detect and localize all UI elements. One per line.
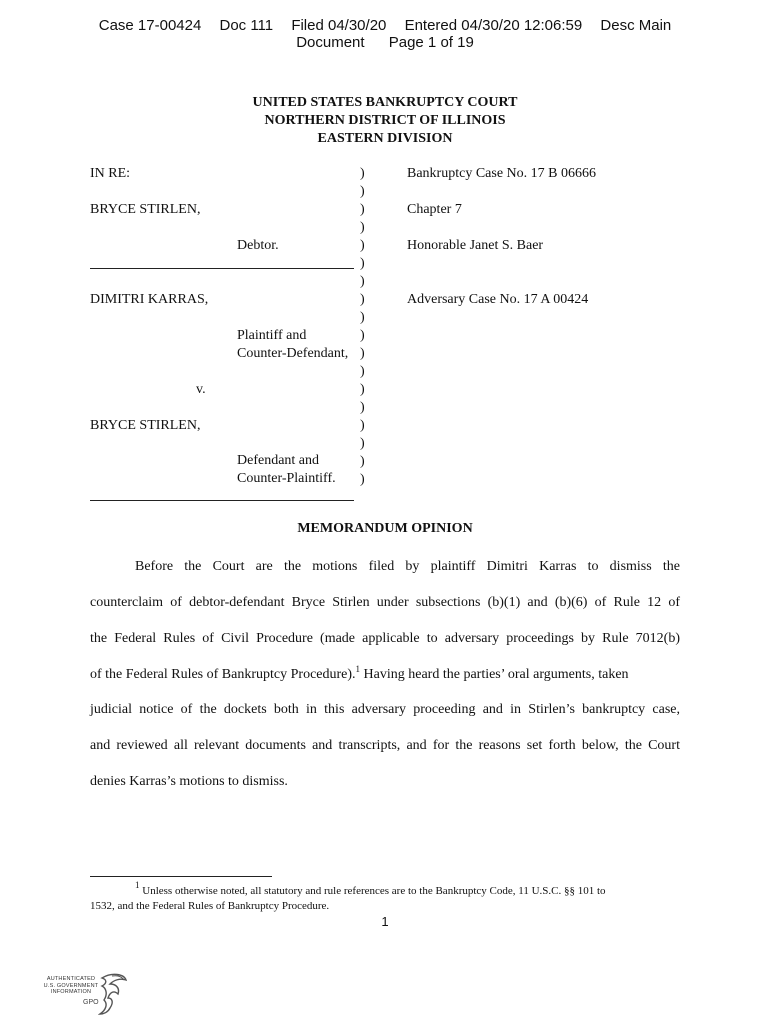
in-re-label: IN RE: bbox=[90, 166, 131, 181]
paren: ) bbox=[360, 364, 365, 379]
paren: ) bbox=[360, 436, 365, 451]
paren: ) bbox=[360, 292, 365, 307]
footnote-reference[interactable]: 1 bbox=[355, 664, 361, 674]
judge-name: Honorable Janet S. Baer bbox=[407, 238, 544, 253]
seal-line: INFORMATION bbox=[50, 989, 92, 995]
adversary-case-number: Adversary Case No. 17 A 00424 bbox=[407, 292, 589, 307]
body-line-with-footnote bbox=[90, 666, 680, 684]
entered-date: Entered 04/30/20 12:06:59 bbox=[404, 17, 583, 34]
versus-label: v. bbox=[196, 382, 206, 397]
paren: ) bbox=[360, 454, 365, 469]
eagle-icon bbox=[98, 972, 128, 1016]
desc-label: Desc Main bbox=[600, 17, 672, 34]
debtor-name: BRYCE STIRLEN, bbox=[90, 202, 201, 217]
footnote-line bbox=[135, 880, 680, 899]
paren: ) bbox=[360, 346, 365, 361]
plaintiff-role-1: Plaintiff and bbox=[237, 328, 307, 343]
page-number: 1 bbox=[381, 914, 389, 929]
body-text: Having heard the parties’ oral arguments, taken bbox=[360, 667, 629, 682]
paren: ) bbox=[360, 184, 365, 199]
paren: ) bbox=[360, 256, 365, 271]
footnote-number: 1 bbox=[135, 880, 140, 890]
paren: ) bbox=[360, 472, 365, 487]
ecf-header-line1 bbox=[0, 17, 770, 34]
body-line: counterclaim of debtor-defendant Bryce Stirlen under subsections (b)(1) and (b)(6) of Rule 12 of bbox=[90, 595, 680, 610]
footnote-line: 1532, and the Federal Rules of Bankruptcy Procedure. bbox=[90, 900, 330, 912]
defendant-role-2: Counter-Plaintiff. bbox=[237, 471, 336, 486]
doc-number: Doc 111 bbox=[219, 17, 274, 34]
bankruptcy-case-number: Bankruptcy Case No. 17 B 06666 bbox=[407, 166, 596, 181]
body-line: denies Karras’s motions to dismiss. bbox=[90, 774, 288, 789]
debtor-role: Debtor. bbox=[237, 238, 279, 253]
ecf-header-line2 bbox=[0, 34, 770, 51]
case-number: Case 17-00424 bbox=[98, 17, 202, 34]
paren: ) bbox=[360, 220, 365, 235]
document-title: MEMORANDUM OPINION bbox=[297, 521, 473, 536]
paren: ) bbox=[360, 328, 365, 343]
seal-line: U.S. GOVERNMENT bbox=[43, 982, 99, 989]
seal-line: AUTHENTICATED bbox=[46, 976, 96, 982]
gpo-label: GPO bbox=[83, 999, 99, 1006]
paren: ) bbox=[360, 418, 365, 433]
body-line: judicial notice of the dockets both in this adversary proceeding and in Stirlen’s bankruptcy case, bbox=[90, 702, 680, 717]
paren: ) bbox=[360, 400, 365, 415]
caption-bottom-rule bbox=[90, 500, 354, 501]
defendant-role-1: Defendant and bbox=[237, 453, 320, 468]
body-line: and reviewed all relevant documents and transcripts, and for the reasons set forth below, the Court bbox=[90, 738, 680, 753]
document-label: Document bbox=[296, 34, 365, 51]
body-line: the Federal Rules of Civil Procedure (made applicable to adversary proceedings by Rule 7012(b) bbox=[90, 631, 680, 646]
filed-date: Filed 04/30/20 bbox=[291, 17, 387, 34]
plaintiff-role-2: Counter-Defendant, bbox=[237, 346, 349, 361]
paren: ) bbox=[360, 166, 365, 181]
court-district: NORTHERN DISTRICT OF ILLINOIS bbox=[264, 113, 506, 128]
footnote-text: Unless otherwise noted, all statutory and rule references are to the Bankruptcy Code, 11 U.S.C. §§ 101 to bbox=[139, 885, 606, 897]
caption-paren-column bbox=[360, 165, 365, 489]
body-text: of the Federal Rules of Bankruptcy Procedure). bbox=[90, 667, 356, 682]
seal-text bbox=[40, 976, 102, 996]
defendant-name: BRYCE STIRLEN, bbox=[90, 418, 201, 433]
paren: ) bbox=[360, 238, 365, 253]
page-count: Page 1 of 19 bbox=[388, 34, 474, 51]
paren: ) bbox=[360, 202, 365, 217]
paren: ) bbox=[360, 382, 365, 397]
paren: ) bbox=[360, 310, 365, 325]
body-line: Before the Court are the motions filed by plaintiff Dimitri Karras to dismiss the bbox=[135, 559, 680, 574]
caption-divider bbox=[90, 268, 354, 269]
paren: ) bbox=[360, 274, 365, 289]
chapter-label: Chapter 7 bbox=[407, 202, 462, 217]
court-name: UNITED STATES BANKRUPTCY COURT bbox=[252, 95, 518, 110]
court-division: EASTERN DIVISION bbox=[317, 131, 453, 146]
plaintiff-name: DIMITRI KARRAS, bbox=[90, 292, 209, 307]
gpo-authentication-seal bbox=[40, 972, 132, 1016]
footnote-separator bbox=[90, 876, 272, 877]
